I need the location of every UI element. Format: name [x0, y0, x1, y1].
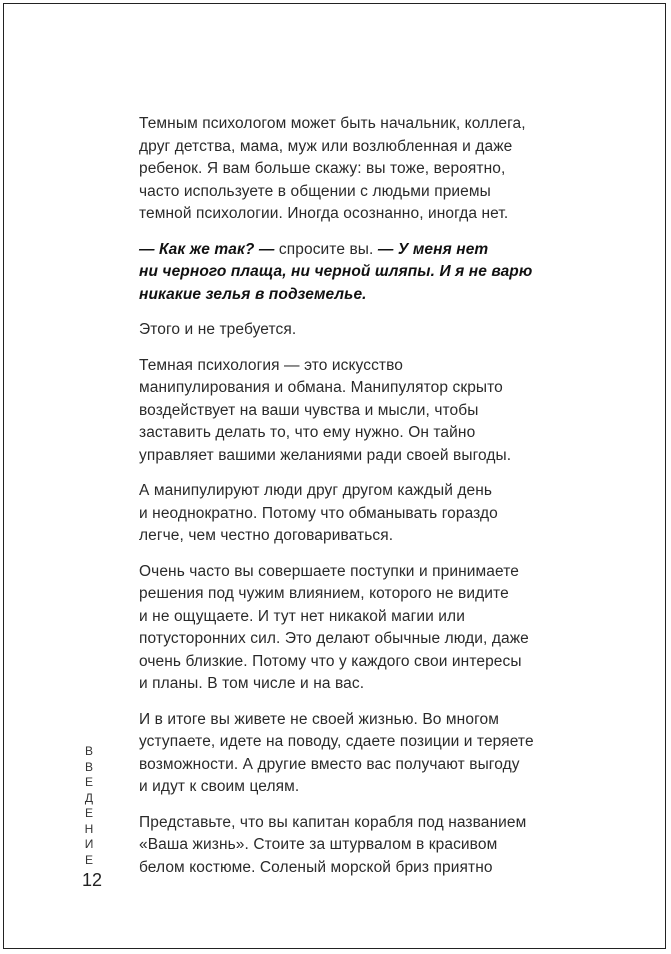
- paragraph-7: [139, 709, 579, 799]
- paragraph-4: [139, 355, 579, 468]
- section-label-letter: Н: [84, 821, 94, 836]
- text-line: и идут к своим целям.: [139, 778, 300, 795]
- dialog-attribution: спросите вы.: [274, 240, 378, 258]
- dialog-reply-start: — У меня нет: [377, 240, 489, 258]
- text-line: А манипулируют люди друг другом каждый день: [139, 482, 493, 499]
- paragraph-8: [139, 812, 579, 880]
- section-label-letter: В: [84, 744, 93, 758]
- text-line: Этого и не требуется.: [139, 321, 297, 338]
- text-line: легче, чем честно договариваться.: [139, 527, 394, 544]
- text-line: и планы. В том числе и на вас.: [139, 675, 365, 692]
- section-label-letter: И: [84, 837, 94, 851]
- text-line: белом костюме. Соленый морской бриз приятно: [139, 858, 493, 876]
- dialog-line-1: [139, 239, 579, 262]
- page-number: 12: [82, 870, 103, 890]
- text-line: часто используете в общении с людьми приемы: [139, 182, 491, 200]
- text-line: друг детства, мама, муж или возлюбленная и даже: [139, 137, 513, 155]
- text-line: уступаете, идете на поводу, сдаете позиции и теряете: [139, 733, 534, 750]
- section-label-letter: Е: [84, 852, 93, 867]
- section-label-letter: Д: [84, 790, 94, 805]
- text-line: воздействует на ваши чувства и мысли, чтобы: [139, 401, 479, 419]
- text-line: ребенок. Я вам больше скажу: вы тоже, вероятно,: [139, 160, 506, 177]
- dialog-question: — Как же так? —: [139, 240, 275, 258]
- text-line: и неоднократно. Потому что обманывать гораздо: [139, 504, 498, 522]
- text-line: манипулирования и обмана. Манипулятор скрыто: [139, 379, 503, 396]
- text-line: И в итоге вы живете не своей жизнью. Во многом: [139, 710, 499, 728]
- text-line: «Ваша жизнь». Стоите за штурвалом в красивом: [139, 836, 498, 853]
- text-line: решения под чужим влиянием, которого не видите: [139, 585, 509, 602]
- text-line: заставить делать то, что ему нужно. Он тайно: [139, 424, 476, 441]
- section-label: [82, 744, 96, 868]
- text-line: темной психологии. Иногда осознанно, иногда нет.: [139, 205, 509, 222]
- dialog-line-3: никакие зелья в подземелье.: [139, 285, 367, 303]
- body-text: [139, 113, 579, 892]
- paragraph-6: [139, 561, 579, 696]
- section-label-letter: Е: [84, 806, 93, 820]
- paragraph-5: [139, 480, 579, 548]
- text-line: Очень часто вы совершаете поступки и принимаете: [139, 562, 519, 580]
- text-line: Темная психология — это искусство: [139, 356, 404, 374]
- dialog-line-2: ни черного плаща, ни черной шляпы. И я не варю: [139, 263, 533, 280]
- paragraph-1: [139, 113, 579, 226]
- text-line: Представьте, что вы капитан корабля под названием: [139, 813, 527, 831]
- text-line: Темным психологом может быть начальник, коллега,: [139, 115, 526, 132]
- text-line: и не ощущаете. И тут нет никакой магии или: [139, 607, 465, 625]
- text-line: потусторонних сил. Это делают обычные люди, даже: [139, 630, 529, 647]
- section-label-letter: В: [84, 759, 93, 774]
- text-line: управляет вашими желаниями ради своей выгоды.: [139, 446, 512, 464]
- text-line: очень близкие. Потому что у каждого свои интересы: [139, 652, 522, 670]
- section-label-letter: Е: [84, 775, 93, 789]
- dialog-paragraph: [139, 239, 579, 307]
- text-line: возможности. А другие вместо вас получают выгоду: [139, 755, 520, 773]
- paragraph-3: [139, 319, 579, 342]
